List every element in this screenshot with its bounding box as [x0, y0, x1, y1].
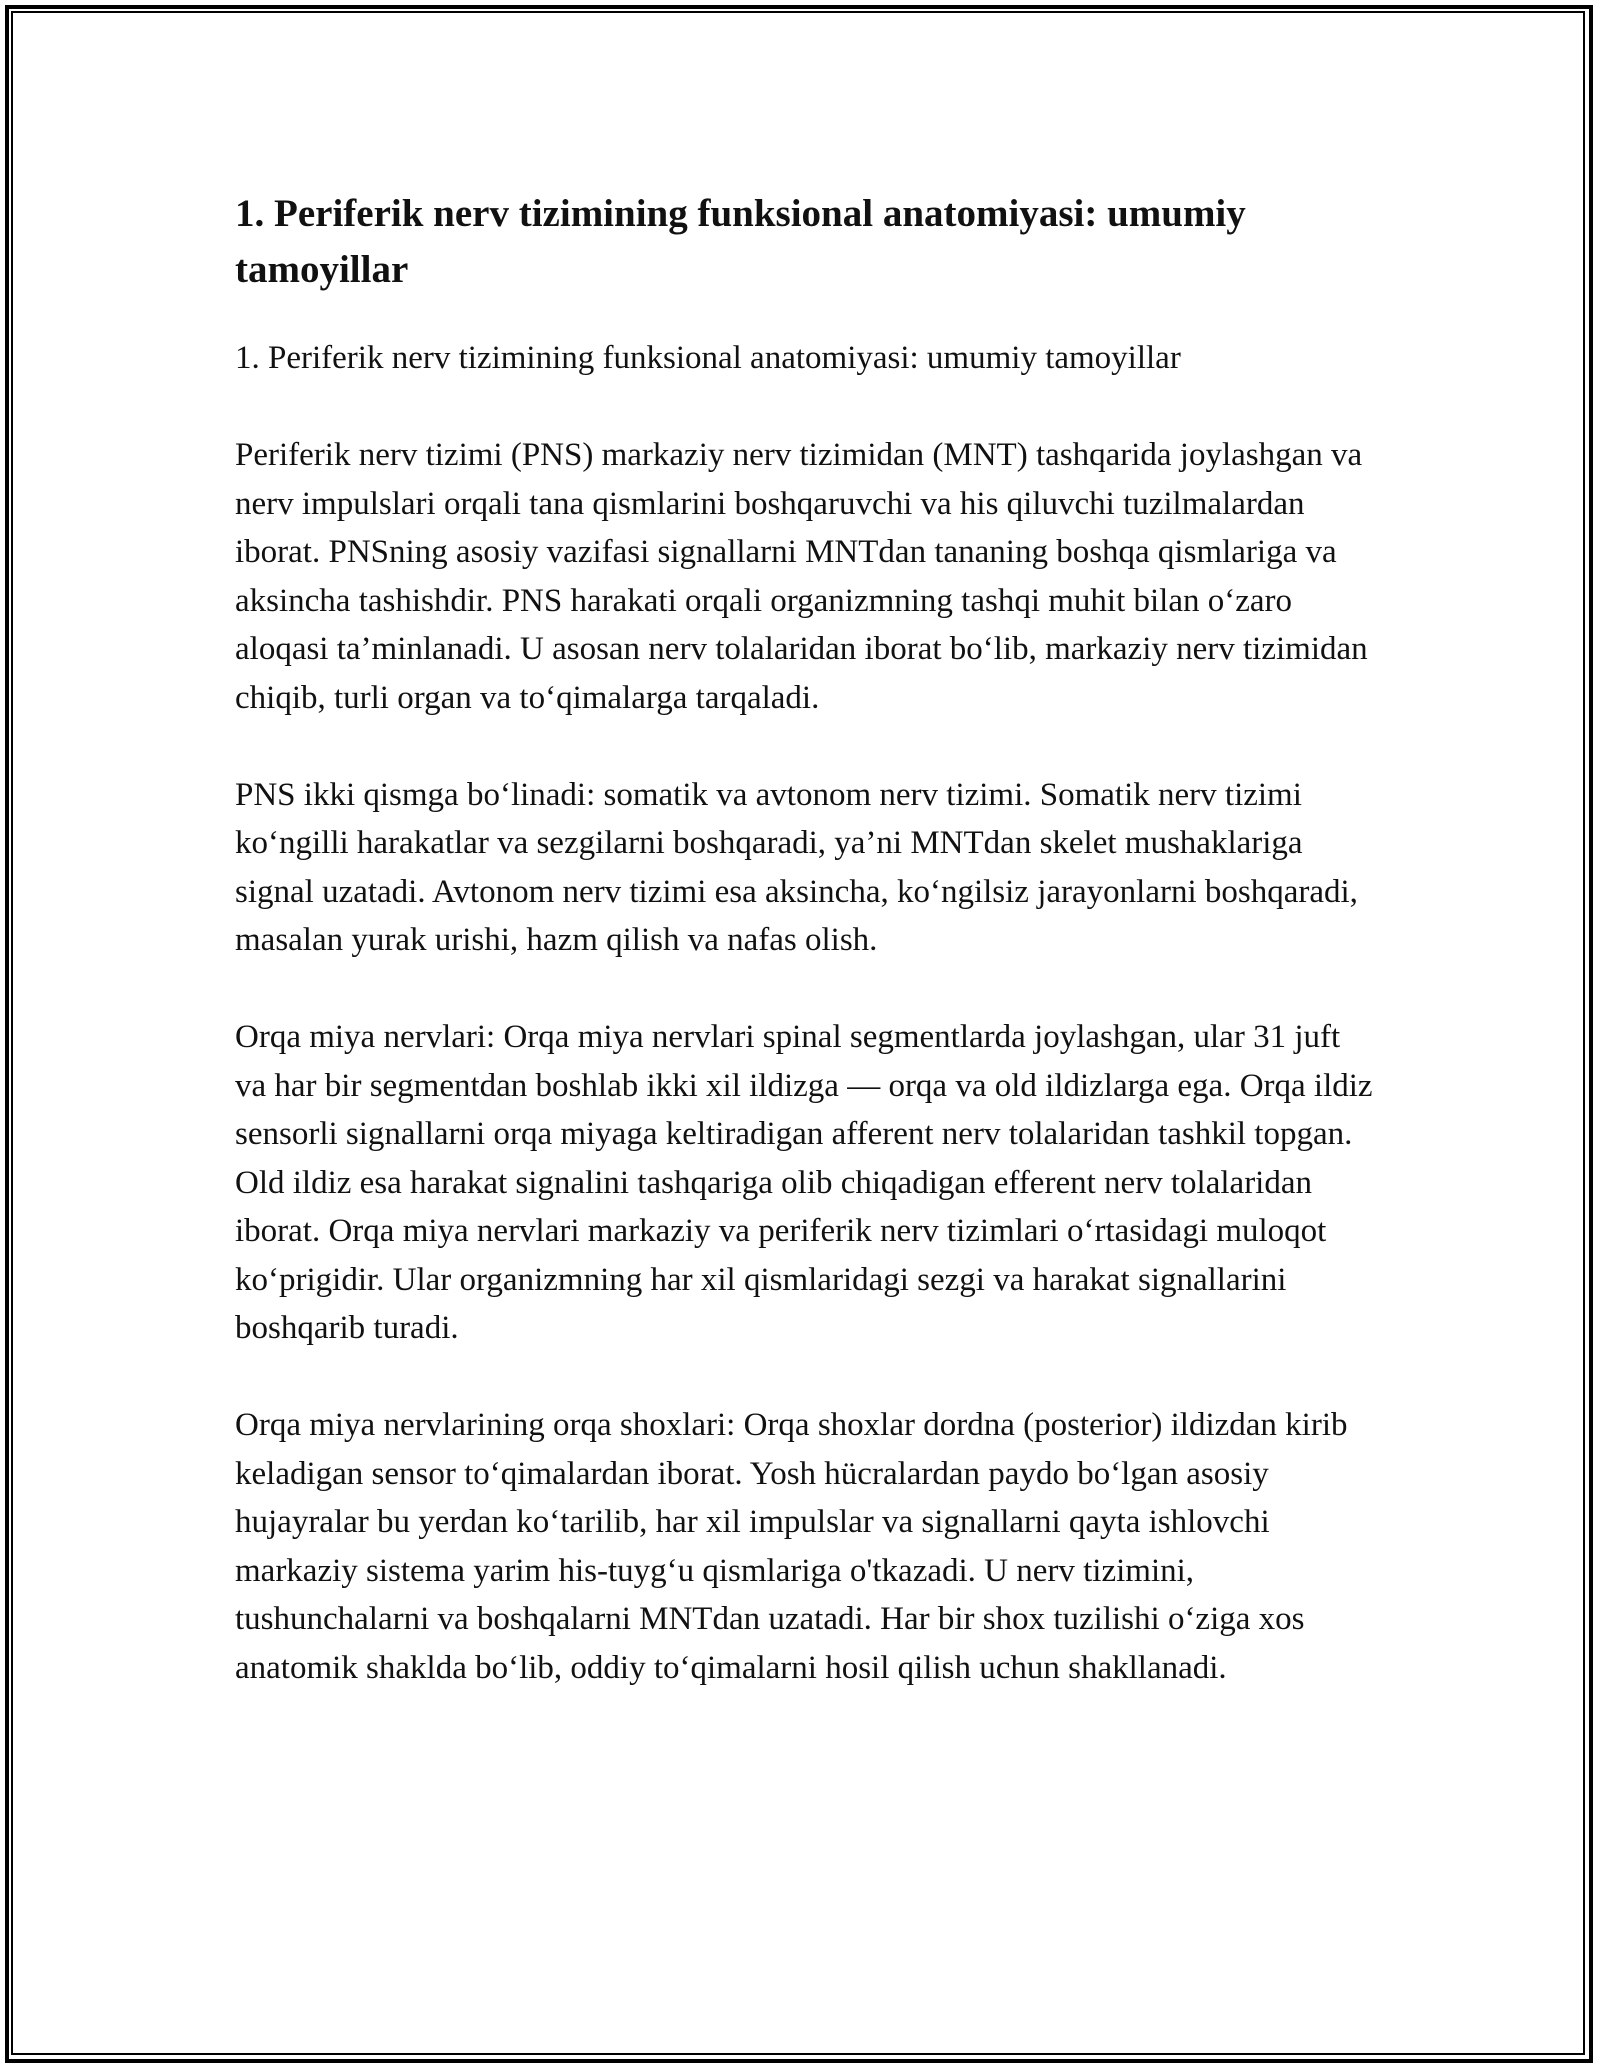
document-title: 1. Periferik nerv tizimining funksional anatomiyasi: umumiy tamoyillar	[235, 192, 1246, 291]
document-body: 1. Periferik nerv tizimining funksional anatomiyasi: umumiy tamoyillar Periferik nerv tizimi (PNS) markaziy nerv tizimidan (MNT) tashqarida joylashgan va nerv impulslari orqali tana qismlarini boshqaruvchi va his qiluvchi tuzilmalardan iborat. PNSning asosiy vazifasi signallarni MNTdan tananing boshqa qismlariga va aksincha tashishdir. PNS harakati orqali organizmning tashqi muhit bilan o‘zaro aloqasi ta’minlanadi. U asosan nerv tolalaridan iborat bo‘lib, markaziy nerv tizimidan chiqib, turli organ va to‘qimalarga tarqaladi. PNS ikki qismga bo‘linadi: somatik va avtonom nerv tizimi. Somatik nerv tizimi ko‘ngilli harakatlar va sezgilarni boshqaradi, ya’ni MNTdan skelet mushaklariga signal uzatadi. Avtonom nerv tizimi esa aksincha, ko‘ngilsiz jarayonlarni boshqaradi, masalan yurak urishi, hazm qilish va nafas olish. Orqa miya nervlari: Orqa miya nervlari spinal segmentlarda joylashgan, ular 31 juft va har bir segmentdan boshlab ikki xil ildizga — orqa va old ildizlarga ega. Orqa ildiz sensorli signallarni orqa miyaga keltiradigan afferent nerv tolalaridan tashkil topgan. Old ildiz esa harakat signalini tashqariga olib chiqadigan efferent nerv tolalaridan iborat. Orqa miya nervlari markaziy va periferik nerv tizimlari o‘rtasidagi muloqot ko‘prigidir. Ular organizmning har xil qismlaridagi sezgi va harakat signallarini boshqarib turadi. Orqa miya nervlarining orqa shoxlari: Orqa shoxlar dordna (posterior) ildizdan kirib keladigan sensor to‘qimalardan iborat. Yosh hücralardan paydo bo‘lgan asosiy hujayralar bu yerdan ko‘tarilib, har xil impulslar va signallarni qayta ishlovchi markaziy sistema yarim his-tuyg‘u qismlariga o'tkazadi. U nerv tizimini, tushunchalarni va boshqalarni MNTdan uzatadi. Har bir shox tuzilishi o‘ziga xos anatomik shaklda bo‘lib, oddiy to‘qimalarni hosil qilish uchun shakllanadi.	[235, 340, 1373, 1686]
document-content	[235, 186, 1375, 1692]
